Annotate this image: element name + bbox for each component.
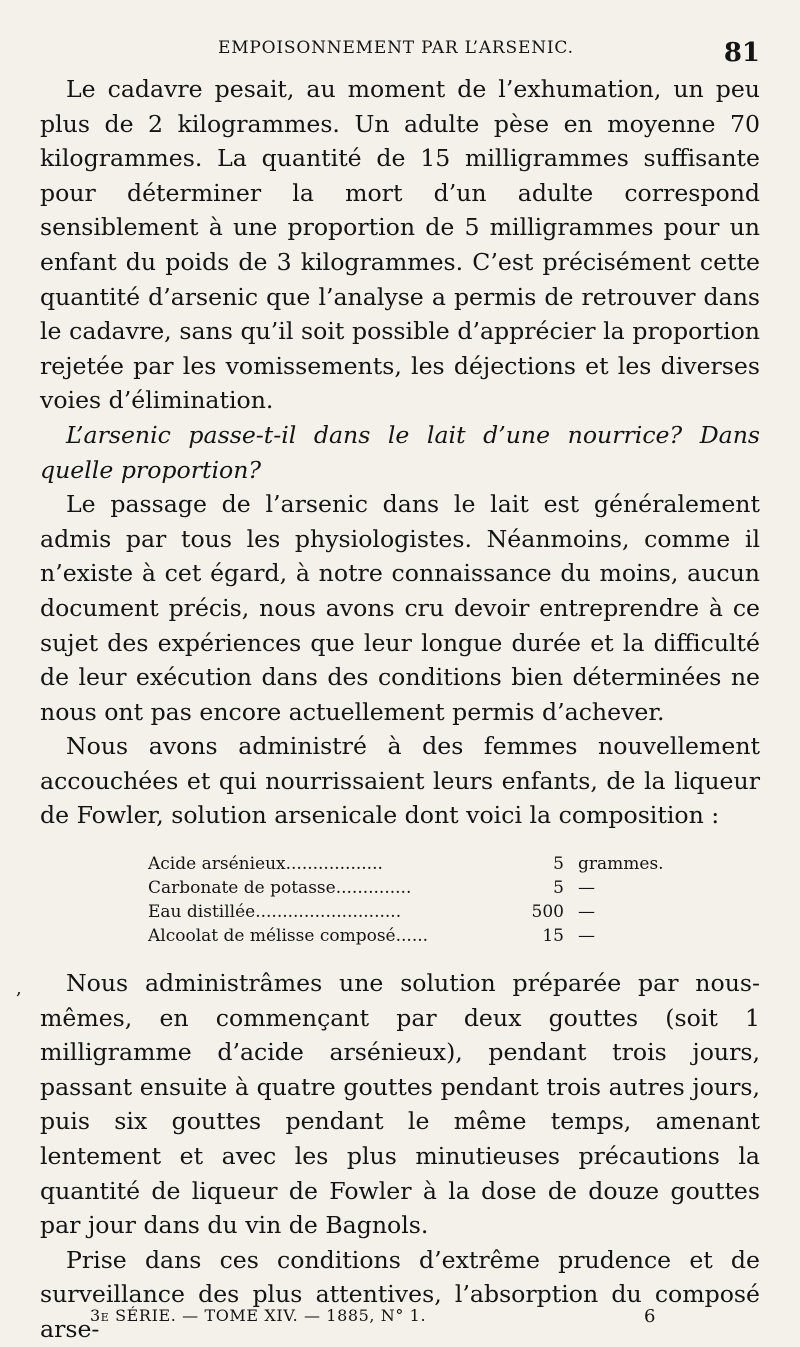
- paragraph: Le passage de l’arsenic dans le lait est généralement admis par tous les physiologistes. Néanmoins, comme il n’existe à cet égard, à notre connaissance du moins, aucun document précis, nous avons cru devoir entreprendre à ce sujet des expériences que leur longue durée et la difficulté de leur exécution dans des conditions bien déterminées ne nous ont pas encore actuellement permis d’achever.: [40, 490, 760, 726]
- paragraph: Prise dans ces conditions d’extrême prudence et de surveillance des plus attentives, l’absorption du composé arse-: [40, 1245, 760, 1343]
- composition-row: [148, 852, 664, 876]
- footer-series: 3e SÉRIE. — TOME XIV. — 1885, N° 1.: [90, 1306, 427, 1325]
- ingredient-unit: —: [578, 902, 595, 922]
- ingredient-unit: —: [578, 926, 595, 946]
- ingredient-quantity: 5: [553, 854, 564, 874]
- page-footer: [90, 1306, 690, 1334]
- page-number: 81: [723, 38, 760, 68]
- running-head: EMPOISONNEMENT PAR L’ARSENIC.: [218, 38, 574, 58]
- ingredient-name: Alcoolat de mélisse composé......: [148, 926, 429, 946]
- paragraph: Nous avons administré à des femmes nouvellement accouchées et qui nourrissaient leurs enfants, de la liqueur de Fowler, solution arsenicale dont voici la composition :: [40, 732, 760, 830]
- signature-mark: 6: [644, 1306, 657, 1327]
- composition-row: [148, 876, 628, 900]
- paragraph: Nous administrâmes une solution préparée par nous-mêmes, en commençant par deux gouttes (soit 1 milligramme d’acide arsénieux), pendant trois jours, passant ensuite à quatre gouttes pendant trois autres jours, puis six gouttes pendant le même temps, amenant lentement et avec les plus minutieuses précautions la quantité de liqueur de Fowler à la dose de douze gouttes par jour dans du vin de Bagnols.: [40, 969, 760, 1240]
- margin-mark: ,: [16, 978, 22, 999]
- composition-table: [148, 852, 664, 948]
- body-text-continued: [40, 966, 760, 1347]
- composition-row: [148, 924, 628, 948]
- ingredient-name: Eau distillée...........................: [148, 902, 402, 922]
- ingredient-unit: —: [578, 878, 595, 898]
- ingredient-quantity: 5: [553, 878, 564, 898]
- ingredient-unit: grammes.: [578, 854, 664, 874]
- ingredient-name: Carbonate de potasse..............: [148, 878, 412, 898]
- paragraph: Le cadavre pesait, au moment de l’exhumation, un peu plus de 2 kilogrammes. Un adulte pèse en moyenne 70 kilogrammes. La quantité de 15 milligrammes suffisante pour déterminer la mort d’un adulte correspond sensiblement à une proportion de 5 milligrammes pour un enfant du poids de 3 kilogrammes. C’est précisément cette quantité d’arsenic que l’analyse a permis de retrouver dans le cadavre, sans qu’il soit possible d’apprécier la proportion rejetée par les vomissements, les déjections et les diverses voies d’élimination.: [40, 75, 760, 415]
- body-text: [40, 72, 760, 833]
- ingredient-quantity: 500: [531, 902, 564, 922]
- ingredient-quantity: 15: [542, 926, 564, 946]
- composition-row: [148, 900, 628, 924]
- ingredient-name: Acide arsénieux..................: [148, 854, 383, 874]
- page-header: [40, 34, 760, 74]
- question-paragraph: L’arsenic passe-t-il dans le lait d’une nourrice? Dans quelle proportion?: [40, 420, 760, 484]
